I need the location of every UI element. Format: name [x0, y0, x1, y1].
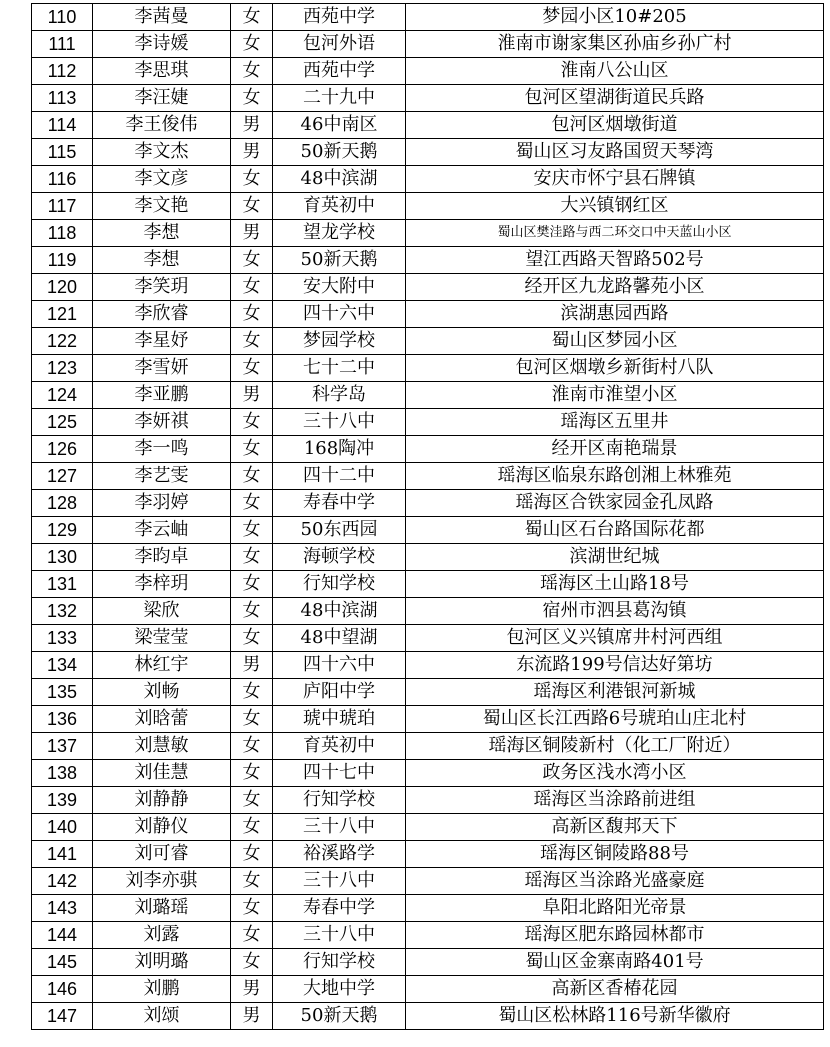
row-number: 141 [32, 841, 93, 868]
row-number: 122 [32, 328, 93, 355]
row-number: 140 [32, 814, 93, 841]
school-cell: 三十八中 [273, 922, 406, 949]
row-number: 132 [32, 598, 93, 625]
student-name: 刘李亦骐 [93, 868, 231, 895]
row-number: 111 [32, 31, 93, 58]
gender-cell: 男 [231, 220, 273, 247]
address-cell: 蜀山区石台路国际花都 [406, 517, 824, 544]
student-name: 刘静静 [93, 787, 231, 814]
row-number: 144 [32, 922, 93, 949]
gender-cell: 女 [231, 31, 273, 58]
table-row [32, 220, 824, 247]
address-cell: 瑶海区当涂路前进组 [406, 787, 824, 814]
table-row [32, 4, 824, 31]
table-row [32, 301, 824, 328]
row-number: 129 [32, 517, 93, 544]
student-name: 李想 [93, 247, 231, 274]
gender-cell: 女 [231, 787, 273, 814]
address-cell: 经开区九龙路馨苑小区 [406, 274, 824, 301]
row-number: 136 [32, 706, 93, 733]
student-name: 李一鸣 [93, 436, 231, 463]
gender-cell: 女 [231, 922, 273, 949]
address-cell: 安庆市怀宁县石牌镇 [406, 166, 824, 193]
school-cell: 海顿学校 [273, 544, 406, 571]
student-name: 林红宇 [93, 652, 231, 679]
school-cell: 四十六中 [273, 301, 406, 328]
table-row [32, 949, 824, 976]
gender-cell: 女 [231, 247, 273, 274]
address-cell: 瑶海区铜陵路88号 [406, 841, 824, 868]
table-row [32, 58, 824, 85]
student-table [31, 3, 824, 1030]
table-row [32, 463, 824, 490]
table-row [32, 274, 824, 301]
student-name: 李文杰 [93, 139, 231, 166]
address-cell: 蜀山区梦园小区 [406, 328, 824, 355]
school-cell: 寿春中学 [273, 490, 406, 517]
school-cell: 50东西园 [273, 517, 406, 544]
table-row [32, 490, 824, 517]
address-cell: 滨湖世纪城 [406, 544, 824, 571]
table-row [32, 328, 824, 355]
school-cell: 琥中琥珀 [273, 706, 406, 733]
student-name: 李梓玥 [93, 571, 231, 598]
school-cell: 三十八中 [273, 814, 406, 841]
table-row [32, 922, 824, 949]
gender-cell: 女 [231, 4, 273, 31]
address-cell: 瑶海区当涂路光盛豪庭 [406, 868, 824, 895]
student-name: 刘畅 [93, 679, 231, 706]
school-cell: 大地中学 [273, 976, 406, 1003]
gender-cell: 女 [231, 760, 273, 787]
school-cell: 裕溪路学 [273, 841, 406, 868]
gender-cell: 男 [231, 976, 273, 1003]
school-cell: 50新天鹅 [273, 139, 406, 166]
table-row [32, 409, 824, 436]
table-row [32, 112, 824, 139]
student-name: 李亚鹏 [93, 382, 231, 409]
row-number: 120 [32, 274, 93, 301]
gender-cell: 女 [231, 193, 273, 220]
gender-cell: 女 [231, 706, 273, 733]
gender-cell: 女 [231, 679, 273, 706]
address-cell: 蜀山区松林路116号新华徽府 [406, 1003, 824, 1030]
gender-cell: 女 [231, 544, 273, 571]
school-cell: 育英初中 [273, 193, 406, 220]
school-cell: 三十八中 [273, 409, 406, 436]
address-cell: 东流路199号信达好第坊 [406, 652, 824, 679]
address-cell: 包河区烟墩乡新街村八队 [406, 355, 824, 382]
school-cell: 安大附中 [273, 274, 406, 301]
student-name: 刘颂 [93, 1003, 231, 1030]
student-name: 刘晗蕾 [93, 706, 231, 733]
row-number: 143 [32, 895, 93, 922]
school-cell: 二十九中 [273, 85, 406, 112]
table-row [32, 193, 824, 220]
student-name: 李笑玥 [93, 274, 231, 301]
address-cell: 梦园小区10#205 [406, 4, 824, 31]
row-number: 114 [32, 112, 93, 139]
row-number: 135 [32, 679, 93, 706]
address-cell: 阜阳北路阳光帝景 [406, 895, 824, 922]
gender-cell: 女 [231, 463, 273, 490]
gender-cell: 女 [231, 841, 273, 868]
row-number: 116 [32, 166, 93, 193]
student-name: 李想 [93, 220, 231, 247]
address-cell: 蜀山区金寨南路401号 [406, 949, 824, 976]
table-row [32, 571, 824, 598]
table-row [32, 895, 824, 922]
address-cell: 蜀山区长江西路6号琥珀山庄北村 [406, 706, 824, 733]
student-name: 李羽婷 [93, 490, 231, 517]
row-number: 113 [32, 85, 93, 112]
address-cell: 蜀山区樊洼路与西二环交口中天蓝山小区 [406, 220, 824, 247]
table-row [32, 841, 824, 868]
school-cell: 四十六中 [273, 652, 406, 679]
student-name: 李艺雯 [93, 463, 231, 490]
row-number: 126 [32, 436, 93, 463]
row-number: 115 [32, 139, 93, 166]
school-cell: 科学岛 [273, 382, 406, 409]
row-number: 145 [32, 949, 93, 976]
gender-cell: 男 [231, 112, 273, 139]
address-cell: 淮南市淮望小区 [406, 382, 824, 409]
student-name: 李茜曼 [93, 4, 231, 31]
school-cell: 48中望湖 [273, 625, 406, 652]
gender-cell: 女 [231, 166, 273, 193]
address-cell: 大兴镇钢红区 [406, 193, 824, 220]
row-number: 112 [32, 58, 93, 85]
row-number: 146 [32, 976, 93, 1003]
table-row [32, 355, 824, 382]
school-cell: 包河外语 [273, 31, 406, 58]
address-cell: 瑶海区肥东路园林都市 [406, 922, 824, 949]
gender-cell: 女 [231, 625, 273, 652]
gender-cell: 女 [231, 355, 273, 382]
table-row [32, 598, 824, 625]
student-name: 李汪婕 [93, 85, 231, 112]
address-cell: 包河区义兴镇席井村河西组 [406, 625, 824, 652]
student-name: 刘璐瑶 [93, 895, 231, 922]
table-row [32, 436, 824, 463]
school-cell: 育英初中 [273, 733, 406, 760]
table-row [32, 166, 824, 193]
gender-cell: 男 [231, 1003, 273, 1030]
student-name: 刘佳慧 [93, 760, 231, 787]
gender-cell: 男 [231, 652, 273, 679]
gender-cell: 女 [231, 409, 273, 436]
school-cell: 四十七中 [273, 760, 406, 787]
school-cell: 三十八中 [273, 868, 406, 895]
student-name: 李星妤 [93, 328, 231, 355]
address-cell: 高新区香椿花园 [406, 976, 824, 1003]
row-number: 117 [32, 193, 93, 220]
student-name: 李诗媛 [93, 31, 231, 58]
school-cell: 行知学校 [273, 571, 406, 598]
school-cell: 行知学校 [273, 949, 406, 976]
student-name: 刘鹏 [93, 976, 231, 1003]
row-number: 123 [32, 355, 93, 382]
address-cell: 瑶海区铜陵新村（化工厂附近） [406, 733, 824, 760]
address-cell: 政务区浅水湾小区 [406, 760, 824, 787]
table-row [32, 868, 824, 895]
student-name: 梁欣 [93, 598, 231, 625]
row-number: 128 [32, 490, 93, 517]
school-cell: 50新天鹅 [273, 247, 406, 274]
row-number: 121 [32, 301, 93, 328]
student-name: 李王俊伟 [93, 112, 231, 139]
gender-cell: 女 [231, 517, 273, 544]
address-cell: 望江西路天智路502号 [406, 247, 824, 274]
student-name: 梁莹莹 [93, 625, 231, 652]
table-row [32, 382, 824, 409]
table-row [32, 85, 824, 112]
gender-cell: 女 [231, 598, 273, 625]
student-name: 李文彦 [93, 166, 231, 193]
gender-cell: 男 [231, 382, 273, 409]
row-number: 138 [32, 760, 93, 787]
student-name: 李欣睿 [93, 301, 231, 328]
table-row [32, 787, 824, 814]
student-name: 刘慧敏 [93, 733, 231, 760]
table-row [32, 544, 824, 571]
student-name: 刘静仪 [93, 814, 231, 841]
row-number: 133 [32, 625, 93, 652]
table-row [32, 976, 824, 1003]
address-cell: 淮南八公山区 [406, 58, 824, 85]
school-cell: 梦园学校 [273, 328, 406, 355]
student-name: 刘可睿 [93, 841, 231, 868]
gender-cell: 女 [231, 85, 273, 112]
table-row [32, 1003, 824, 1030]
gender-cell: 男 [231, 139, 273, 166]
table-row [32, 31, 824, 58]
address-cell: 淮南市谢家集区孙庙乡孙广村 [406, 31, 824, 58]
address-cell: 高新区馥邦天下 [406, 814, 824, 841]
gender-cell: 女 [231, 814, 273, 841]
address-cell: 瑶海区利港银河新城 [406, 679, 824, 706]
school-cell: 48中滨湖 [273, 166, 406, 193]
table-row [32, 517, 824, 544]
row-number: 125 [32, 409, 93, 436]
address-cell: 瑶海区合铁家园金孔凤路 [406, 490, 824, 517]
gender-cell: 女 [231, 949, 273, 976]
school-cell: 168陶冲 [273, 436, 406, 463]
table-row [32, 679, 824, 706]
table-body [32, 4, 824, 1030]
school-cell: 寿春中学 [273, 895, 406, 922]
student-name: 李云岫 [93, 517, 231, 544]
address-cell: 包河区望湖街道民兵路 [406, 85, 824, 112]
table-row [32, 247, 824, 274]
student-name: 刘明璐 [93, 949, 231, 976]
table-row [32, 733, 824, 760]
row-number: 124 [32, 382, 93, 409]
address-cell: 瑶海区五里井 [406, 409, 824, 436]
table-row [32, 652, 824, 679]
row-number: 118 [32, 220, 93, 247]
school-cell: 行知学校 [273, 787, 406, 814]
gender-cell: 女 [231, 868, 273, 895]
table-row [32, 706, 824, 733]
gender-cell: 女 [231, 733, 273, 760]
address-cell: 滨湖惠园西路 [406, 301, 824, 328]
student-name: 李思琪 [93, 58, 231, 85]
gender-cell: 女 [231, 436, 273, 463]
gender-cell: 女 [231, 274, 273, 301]
gender-cell: 女 [231, 58, 273, 85]
school-cell: 48中滨湖 [273, 598, 406, 625]
gender-cell: 女 [231, 490, 273, 517]
row-number: 147 [32, 1003, 93, 1030]
row-number: 137 [32, 733, 93, 760]
student-name: 李妍祺 [93, 409, 231, 436]
row-number: 130 [32, 544, 93, 571]
school-cell: 七十二中 [273, 355, 406, 382]
student-name: 李雪妍 [93, 355, 231, 382]
table-row [32, 760, 824, 787]
address-cell: 经开区南艳瑞景 [406, 436, 824, 463]
table-row [32, 139, 824, 166]
row-number: 119 [32, 247, 93, 274]
row-number: 127 [32, 463, 93, 490]
gender-cell: 女 [231, 301, 273, 328]
school-cell: 46中南区 [273, 112, 406, 139]
row-number: 134 [32, 652, 93, 679]
student-name: 刘露 [93, 922, 231, 949]
school-cell: 庐阳中学 [273, 679, 406, 706]
table-row [32, 625, 824, 652]
school-cell: 四十二中 [273, 463, 406, 490]
address-cell: 瑶海区临泉东路创湘上林雅苑 [406, 463, 824, 490]
gender-cell: 女 [231, 571, 273, 598]
address-cell: 宿州市泗县葛沟镇 [406, 598, 824, 625]
address-cell: 蜀山区习友路国贸天琴湾 [406, 139, 824, 166]
row-number: 142 [32, 868, 93, 895]
row-number: 131 [32, 571, 93, 598]
school-cell: 西苑中学 [273, 58, 406, 85]
row-number: 139 [32, 787, 93, 814]
student-name: 李昀卓 [93, 544, 231, 571]
school-cell: 西苑中学 [273, 4, 406, 31]
gender-cell: 女 [231, 328, 273, 355]
address-cell: 瑶海区土山路18号 [406, 571, 824, 598]
address-cell: 包河区烟墩街道 [406, 112, 824, 139]
gender-cell: 女 [231, 895, 273, 922]
school-cell: 望龙学校 [273, 220, 406, 247]
school-cell: 50新天鹅 [273, 1003, 406, 1030]
row-number: 110 [32, 4, 93, 31]
student-name: 李文艳 [93, 193, 231, 220]
table-row [32, 814, 824, 841]
